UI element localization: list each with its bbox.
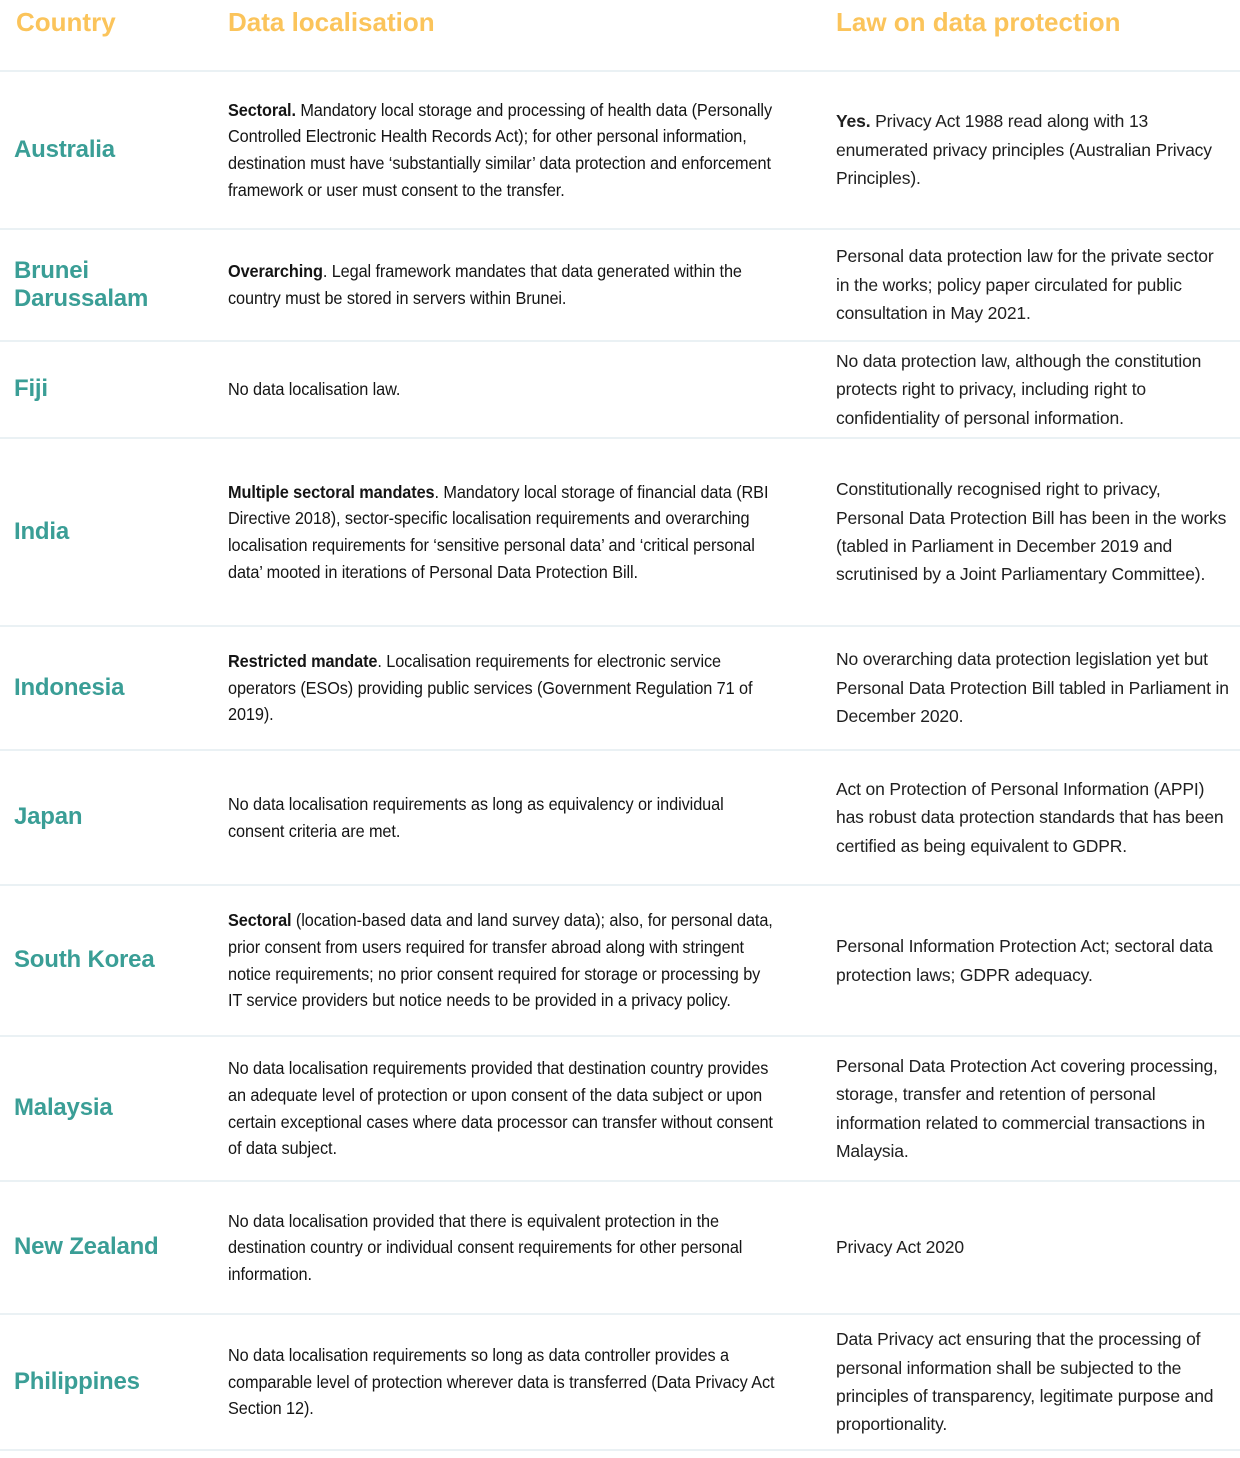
cell-data-localisation [228,479,793,585]
localisation-lead-label: Sectoral [228,910,292,931]
localisation-text: No data localisation requirements so long as data controller provides a comparable level of protection wherever data is transferred (Data Privacy Act Section 12). [228,1345,775,1419]
cell-law-on-data-protection [836,932,1240,989]
cell-data-localisation [228,1342,793,1422]
localisation-lead-label: Restricted mandate [228,651,378,672]
cell-law-on-data-protection [836,475,1240,588]
law-text: Privacy Act 2020 [836,1237,964,1258]
law-text: No overarching data protection legislation yet but Personal Data Protection Bill tabled in Parliament in December 2020. [836,649,1229,727]
table-body [0,72,1240,1451]
cell-data-localisation [228,376,793,403]
column-header-country: Country [16,7,116,37]
table-row [0,342,1240,439]
localisation-text: . Legal framework mandates that data generated within the country must be stored in servers within Brunei. [228,261,742,308]
law-text: Privacy Act 1988 read along with 13 enumerated privacy principles (Australian Privacy Principles). [836,111,1212,189]
law-text: Constitutionally recognised right to privacy, Personal Data Protection Bill has been in the works (tabled in Parliament in December 2019 and scrutinised by a Joint Parliamentary Committee). [836,479,1227,585]
law-text: Personal Information Protection Act; sectoral data protection laws; GDPR adequacy. [836,936,1213,985]
cell-country-name: Australia [14,135,115,163]
table-row [0,751,1240,886]
cell-data-localisation [228,648,793,728]
table-header-row [0,0,1240,72]
cell-data-localisation [228,1055,793,1161]
cell-law-on-data-protection [836,1325,1240,1438]
law-lead-label: Yes. [836,111,871,132]
law-text: Data Privacy act ensuring that the processing of personal information shall be subjected to the principles of transparency, legitimate purpose and proportionality. [836,1329,1214,1435]
table-row [0,230,1240,342]
cell-data-localisation [228,1208,793,1288]
cell-country-name: Indonesia [14,673,125,701]
localisation-text: . Mandatory local storage of financial data (RBI Directive 2018), sector-specific localisation requirements and overarching localisation requirements for ‘sensitive personal data’ and ‘critical personal data’ mooted in iterations of Personal Data Protection Bill. [228,481,769,582]
cell-law-on-data-protection [836,242,1240,327]
law-text: Personal Data Protection Act covering processing, storage, transfer and retention of personal information related to commercial transactions in Malaysia. [836,1055,1218,1161]
law-text: Personal data protection law for the private sector in the works; policy paper circulated for public consultation in May 2021. [836,246,1214,324]
cell-law-on-data-protection [836,645,1240,730]
cell-law-on-data-protection [836,107,1240,192]
cell-country-name: Japan [14,803,83,831]
cell-law-on-data-protection [836,1233,1240,1261]
column-header-data-localisation: Data localisation [228,7,435,37]
cell-country-name: Brunei Darussalam [14,256,149,312]
table-row [0,886,1240,1037]
law-text: No data protection law, although the constitution protects right to privacy, including right to confidentiality of personal information. [836,350,1202,428]
column-header-law-on-data-protection: Law on data protection [836,7,1121,37]
localisation-text: Mandatory local storage and processing of health data (Personally Controlled Electronic Health Records Act); for other personal information, destination must have ‘substantially similar’ data protection and enforcement framework or user must consent to the transfer. [228,99,772,200]
localisation-text: . Localisation requirements for electronic service operators (ESOs) providing public services (Government Regulation 71 of 2019). [228,651,753,725]
cell-country-name: South Korea [14,946,155,974]
cell-country-name: New Zealand [14,1233,159,1261]
cell-data-localisation [228,907,793,1013]
table-row [0,72,1240,230]
cell-law-on-data-protection [836,1052,1240,1165]
cell-law-on-data-protection [836,775,1240,860]
cell-country-name: India [14,517,70,545]
table-row [0,1037,1240,1182]
localisation-text: No data localisation law. [228,379,401,400]
cell-country-name: Philippines [14,1367,140,1395]
cell-country-name: Malaysia [14,1094,113,1122]
localisation-lead-label: Overarching [228,261,323,282]
cell-data-localisation [228,97,793,203]
localisation-lead-label: Multiple sectoral mandates [228,481,435,502]
cell-country-name: Fiji [14,375,48,403]
localisation-lead-label: Sectoral. [228,99,296,120]
localisation-text: No data localisation requirements provided that destination country provides an adequate level of protection or upon consent of the data subject or upon certain exceptional cases where data processor can transfer without consent of data subject. [228,1058,773,1159]
table-row [0,627,1240,751]
cell-data-localisation [228,791,793,844]
cell-law-on-data-protection [836,347,1240,432]
table-row [0,1315,1240,1451]
table-row [0,1182,1240,1315]
cell-data-localisation [228,258,793,311]
law-text: Act on Protection of Personal Information (APPI) has robust data protection standards that has been certified as being equivalent to GDPR. [836,778,1224,856]
localisation-text: (location-based data and land survey data); also, for personal data, prior consent from users required for transfer abroad along with stringent notice requirements; no prior consent required for storage or processing by IT service providers but notice needs to be provided in a privacy policy. [228,910,773,1011]
table-row [0,439,1240,627]
localisation-text: No data localisation requirements as long as equivalency or individual consent criteria are met. [228,793,724,841]
localisation-text: No data localisation provided that there is equivalent protection in the destination country or individual consent requirements for other personal information. [228,1210,743,1284]
